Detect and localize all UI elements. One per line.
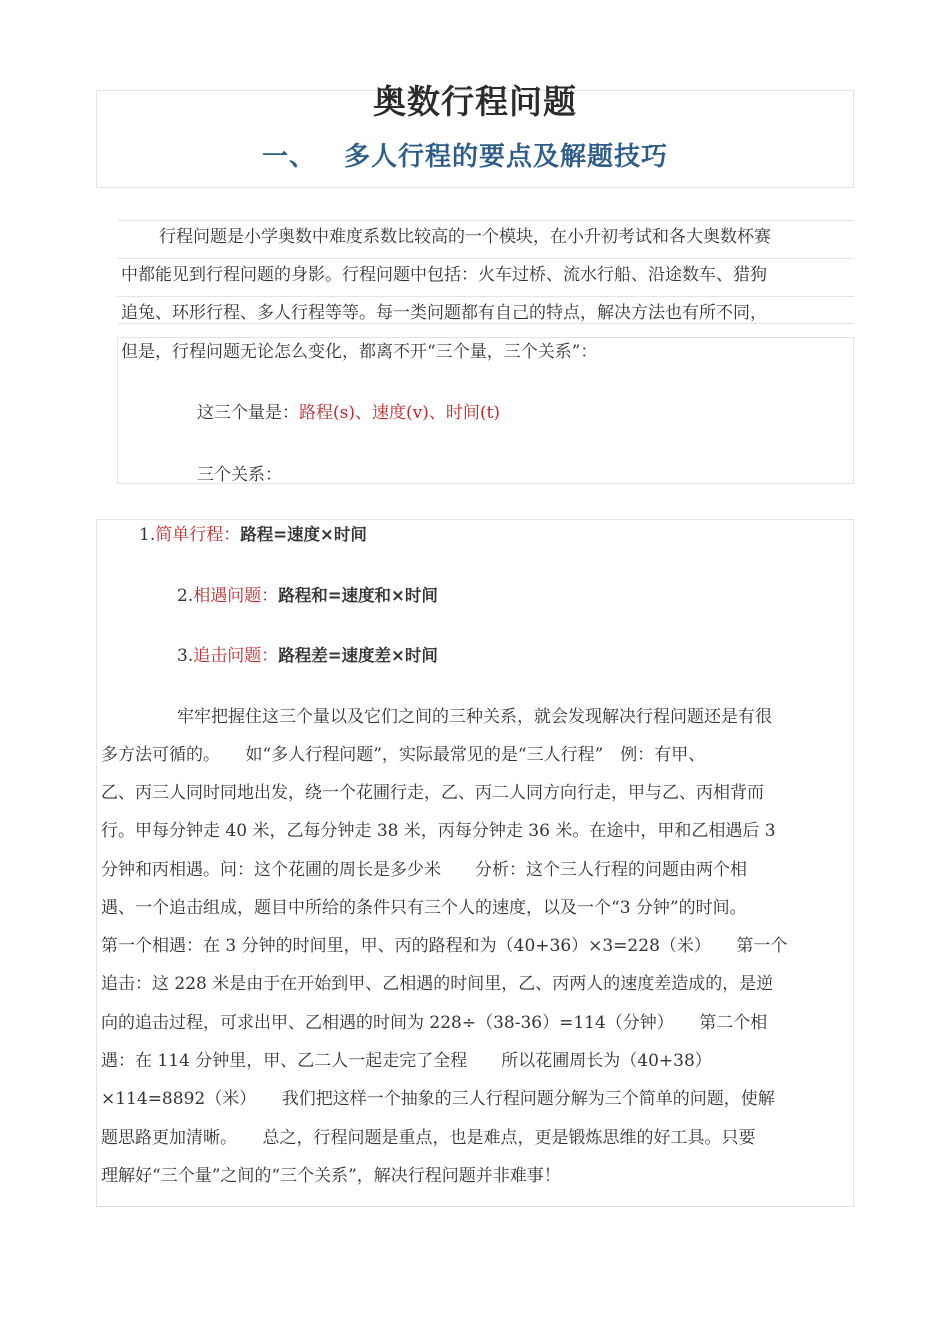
relation-number: 3. <box>177 646 194 666</box>
relation-item <box>177 581 438 606</box>
quantities-prefix: 这三个量是： <box>197 403 299 423</box>
body-line: 乙、丙三人同时同地出发，绕一个花圃行走，乙、丙二人同方向行走，甲与乙、丙相背而 <box>101 783 764 803</box>
relation-name: 追击问题 <box>193 646 262 666</box>
intro-line: 行程问题是小学奥数中难度系数比较高的一个模块，在小升初考试和各大奥数杯赛 <box>159 227 771 247</box>
body-line: 第一个相遇：在 3 分钟的时间里，甲、丙的路程和为（40+36）×3=228（米） 第一个 <box>101 936 788 956</box>
intro-rule-1 <box>117 220 854 221</box>
relation-formula: 路程差=速度差×时间 <box>278 646 438 665</box>
relation-separator: ： <box>261 646 279 666</box>
section-number: 一、 <box>262 142 317 172</box>
body-line: 分钟和丙相遇。问：这个花圃的周长是多少米 分析：这个三人行程的问题由两个相 <box>101 860 747 880</box>
body-line: 牢牢把握住这三个量以及它们之间的三种关系，就会发现解决行程问题还是有很 <box>177 707 772 727</box>
intro-line: 中都能见到行程问题的身影。行程问题中包括：火车过桥、流水行船、沿途数车、猎狗 <box>121 265 767 285</box>
body-line: ×114=8892（米） 我们把这样一个抽象的三人行程问题分解为三个简单的问题，使解 <box>101 1089 775 1109</box>
body-line: 向的追击过程，可求出甲、乙相遇的时间为 228÷（38-36）=114（分钟） 第二个相 <box>101 1013 768 1033</box>
intro-rule-4 <box>117 323 854 324</box>
body-line: 题思路更加清晰。 总之，行程问题是重点，也是难点，更是锻炼思维的好工具。只要 <box>101 1128 756 1148</box>
relation-separator: ： <box>261 586 279 606</box>
relation-name: 简单行程 <box>155 525 224 545</box>
relation-name: 相遇问题 <box>193 586 262 606</box>
section-heading <box>262 136 668 173</box>
page-title: 奥数行程问题 <box>373 82 577 121</box>
body-line: 遇、一个追击组成，题目中所给的条件只有三个人的速度，以及一个“3 分钟”的时间。 <box>101 898 747 918</box>
relation-item <box>139 520 367 545</box>
relations-label: 三个关系： <box>197 465 282 485</box>
intro-line: 追兔、环形行程、多人行程等等。每一类问题都有自己的特点，解决方法也有所不同， <box>121 303 767 323</box>
intro-line: 但是，行程问题无论怎么变化，都离不开“三个量，三个关系”： <box>121 342 598 362</box>
relation-separator: ： <box>223 525 241 545</box>
relation-formula: 路程和=速度和×时间 <box>278 586 438 605</box>
body-line: 追击：这 228 米是由于在开始到甲、乙相遇的时间里，乙、丙两人的速度差造成的，是逆 <box>101 974 774 994</box>
intro-rule-2 <box>117 258 854 259</box>
quantities-value: 路程(s)、速度(v)、时间(t) <box>299 403 500 423</box>
relation-number: 2. <box>177 586 194 606</box>
body-line: 遇：在 114 分钟里，甲、乙二人一起走完了全程 所以花圃周长为（40+38） <box>101 1051 712 1071</box>
relation-number: 1. <box>139 525 156 545</box>
relation-formula: 路程=速度×时间 <box>240 525 367 544</box>
body-line: 理解好“三个量”之间的“三个关系”，解决行程问题并非难事！ <box>101 1166 561 1186</box>
body-line: 多方法可循的。 如“多人行程问题”，实际最常见的是“三人行程” 例：有甲、 <box>101 745 706 765</box>
relation-item <box>177 641 438 666</box>
body-line: 行。甲每分钟走 40 米，乙每分钟走 38 米，丙每分钟走 36 米。在途中，甲和乙相遇后 3 <box>101 821 776 841</box>
quantities-line <box>197 398 500 423</box>
intro-rule-3 <box>117 296 854 297</box>
section-heading-text: 多人行程的要点及解题技巧 <box>344 142 669 172</box>
